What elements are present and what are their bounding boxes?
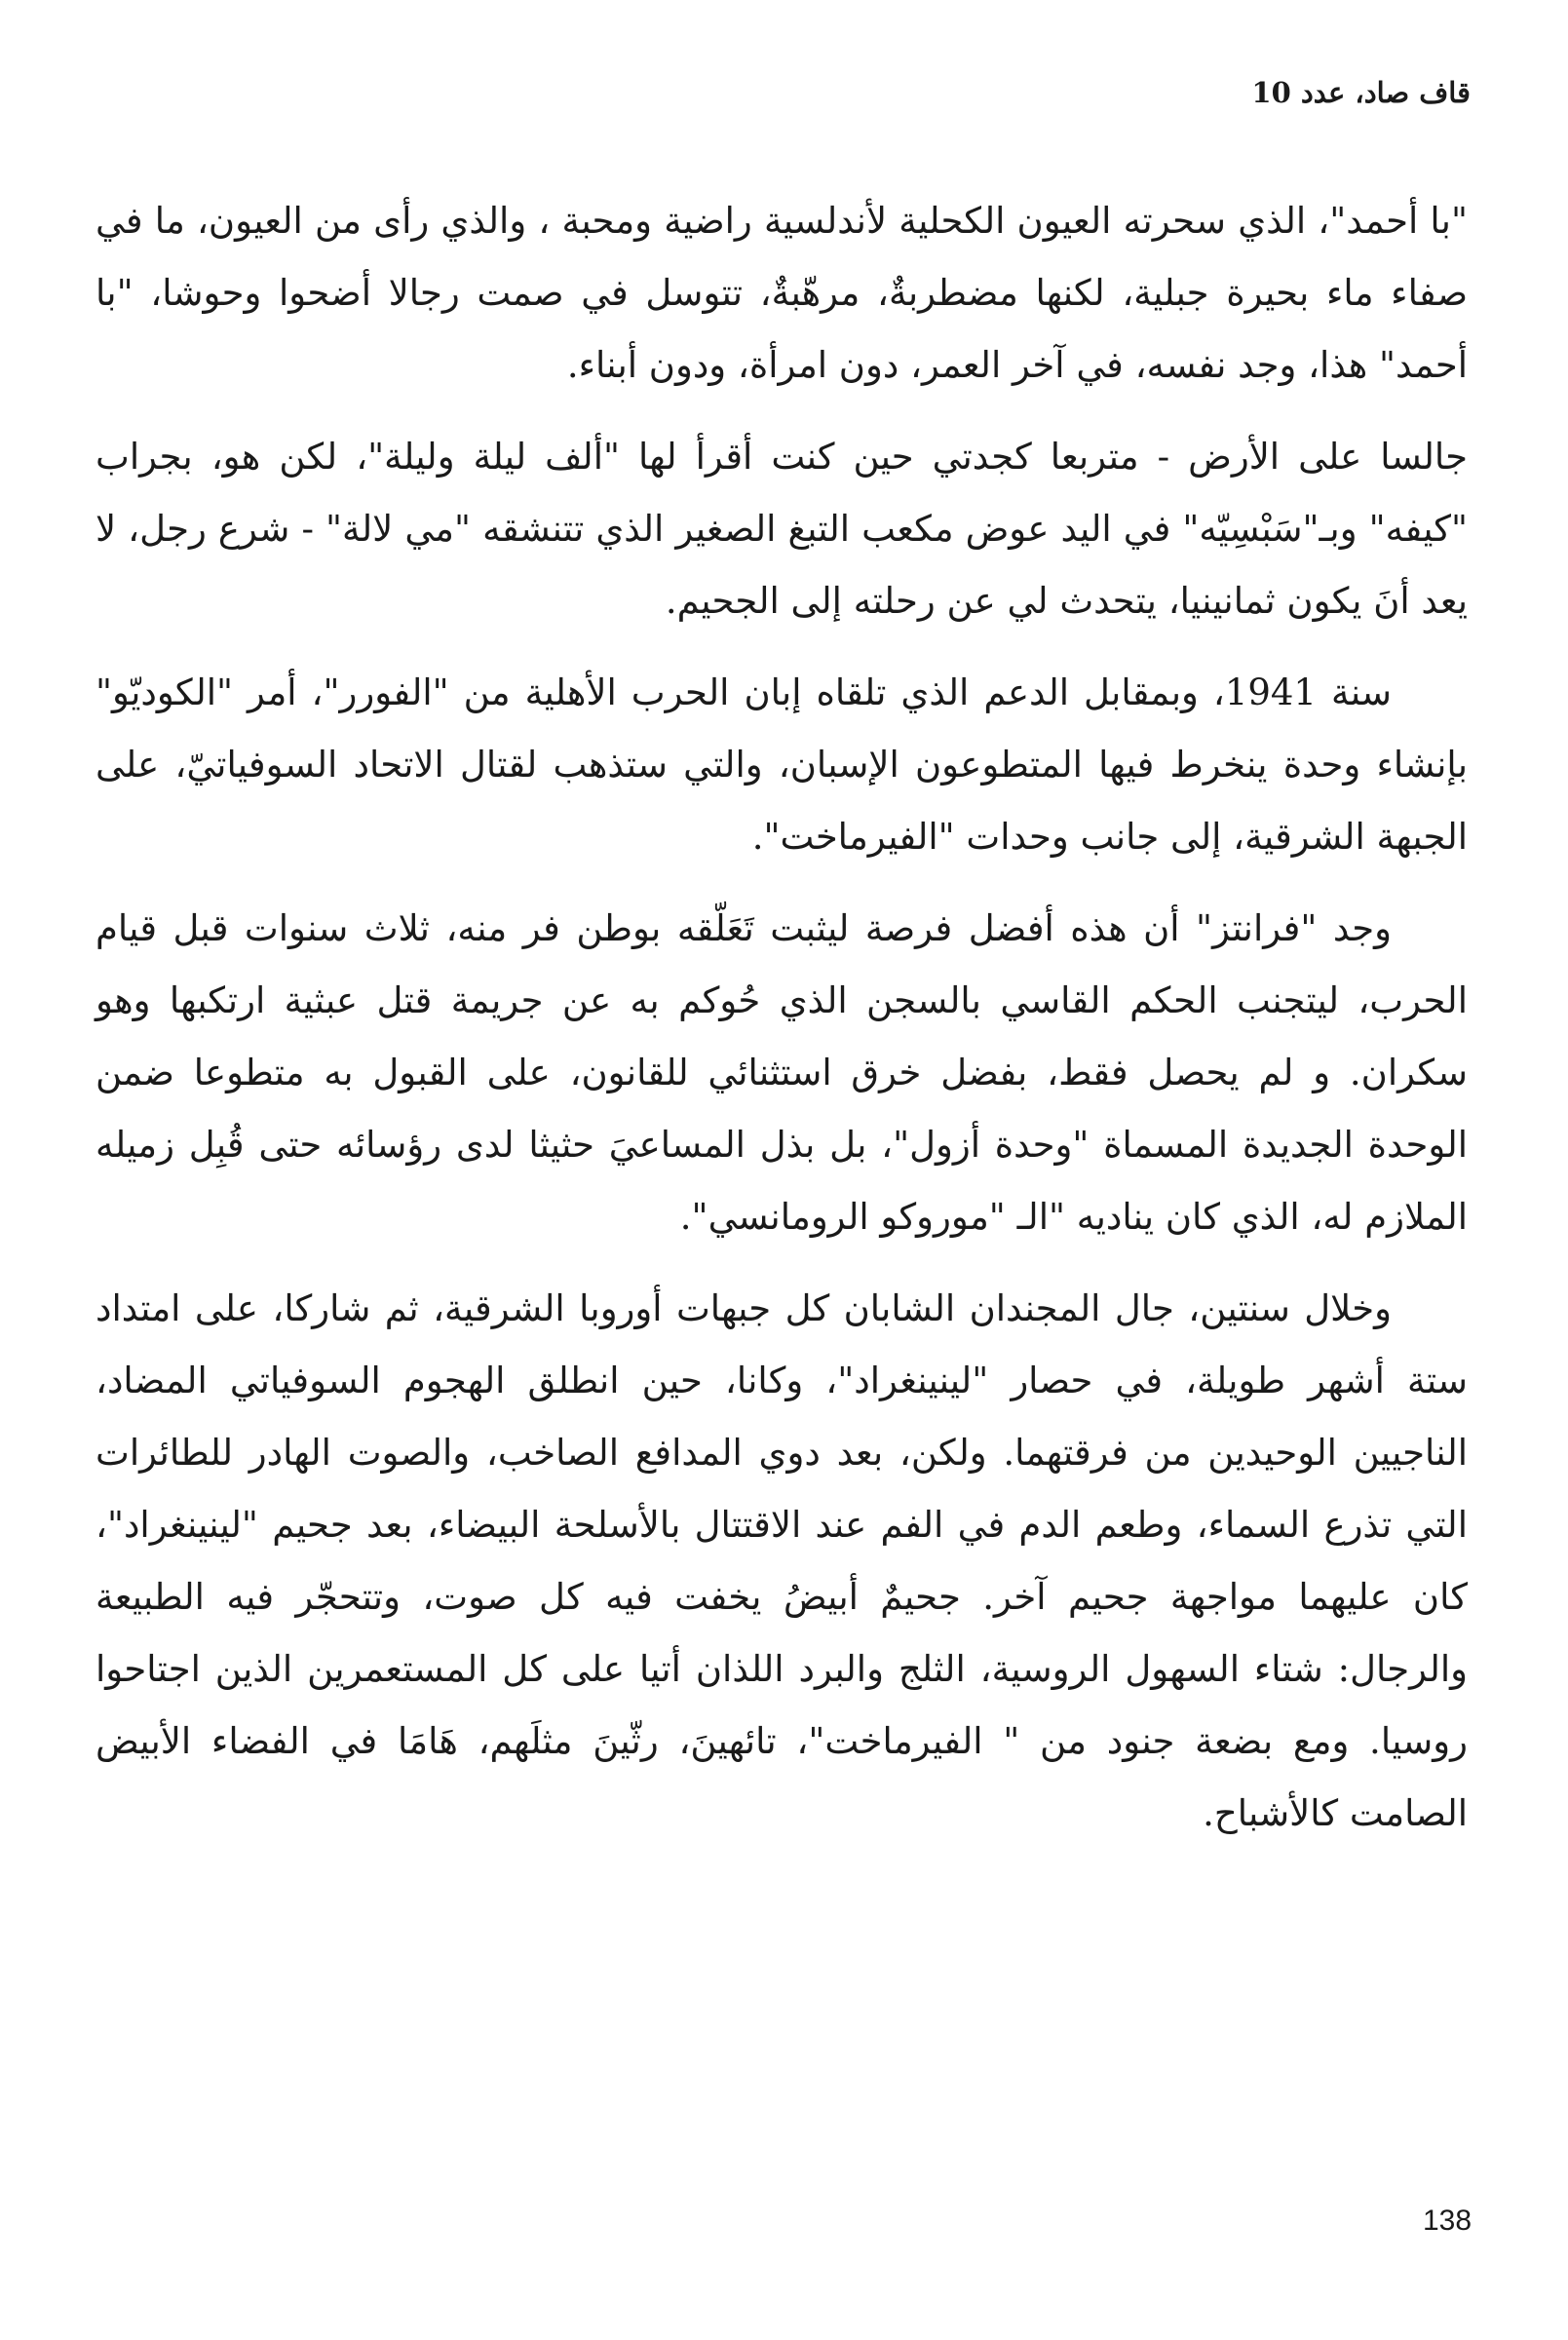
body-text bbox=[96, 185, 1468, 1869]
paragraph-4: وجد "فرانتز" أن هذه أفضل فرصة ليثبت تَعَلّقه بوطن فر منه، ثلاث سنوات قبل قيام الحرب، ليتجنب الحكم القاسي بالسجن الذي حُوكم به عن جريمة قتل عبثية ارتكبها وهو سكران. و لم يحصل فقط، بفضل خرق استثنائي للقانون، على القبول به متطوعا ضمن الوحدة الجديدة المسماة "وحدة أزول"، بل بذل المساعيَ حثيثا لدى رؤسائه حتى قُبِل زميله الملازم له، الذي كان يناديه "الـ "موروكو الرومانسي". bbox=[96, 907, 1468, 1238]
page-number: 138 bbox=[1423, 2205, 1472, 2237]
paragraph-1: "با أحمد"، الذي سحرته العيون الكحلية لأندلسية راضية ومحبة ، والذي رأى من العيون، ما في صفاء ماء بحيرة جبلية، لكنها مضطربةٌ، مرهّبةٌ، تتوسل في صمت رجالا أضحوا وحوشا، "با أحمد" هذا، وجد نفسه، في آخر العمر، دون امرأة، ودون أبناء. bbox=[96, 200, 1468, 386]
running-header: قاف صاد، عدد 10 bbox=[1251, 76, 1471, 109]
paragraph-5: وخلال سنتين، جال المجندان الشابان كل جبهات أوروبا الشرقية، ثم شاركا، على امتداد ستة أشهر طويلة، في حصار "لينينغراد"، وكانا، حين انطلق الهجوم السوفياتي المضاد، الناجيين الوحيدين من فرقتهما. ولكن، بعد دوي المدافع الصاخب، والصوت الهادر للطائرات التي تذرع السماء، وطعم الدم في الفم عند الاقتتال بالأسلحة البيضاء، بعد جحيم "لينينغراد"، كان عليهما مواجهة جحيم آخر. جحيمٌ أبيضُ يخفت فيه كل صوت، وتتحجّر فيه الطبيعة والرجال: شتاء السهول الروسية، الثلج والبرد اللذان أتيا على كل المستعمرين الذين اجتاحوا روسيا. ومع بضعة جنود من " الفيرماخت"، تائهينَ، رثّينَ مثلَهم، هَامَا في الفضاء الأبيض الصامت كالأشباح. bbox=[96, 1287, 1468, 1834]
paragraph-2: جالسا على الأرض - متربعا كجدتي حين كنت أقرأ لها "ألف ليلة وليلة"، لكن هو، بجراب "كيفه" وبـ"سَبْسِيّه" في اليد عوض مكعب التبغ الصغير الذي تتنشقه "مي لالة" - شرع رجل، لا يعد أنَ يكون ثمانينيا، يتحدث لي عن رحلته إلى الجحيم. bbox=[96, 436, 1468, 622]
paragraph-3: سنة 1941، وبمقابل الدعم الذي تلقاه إبان الحرب الأهلية من "الفورر"، أمر "الكوديّو" بإنشاء وحدة ينخرط فيها المتطوعون الإسبان، والتي ستذهب لقتال الاتحاد السوفياتيّ، على الجبهة الشرقية، إلى جانب وحدات "الفيرماخت". bbox=[96, 671, 1468, 858]
